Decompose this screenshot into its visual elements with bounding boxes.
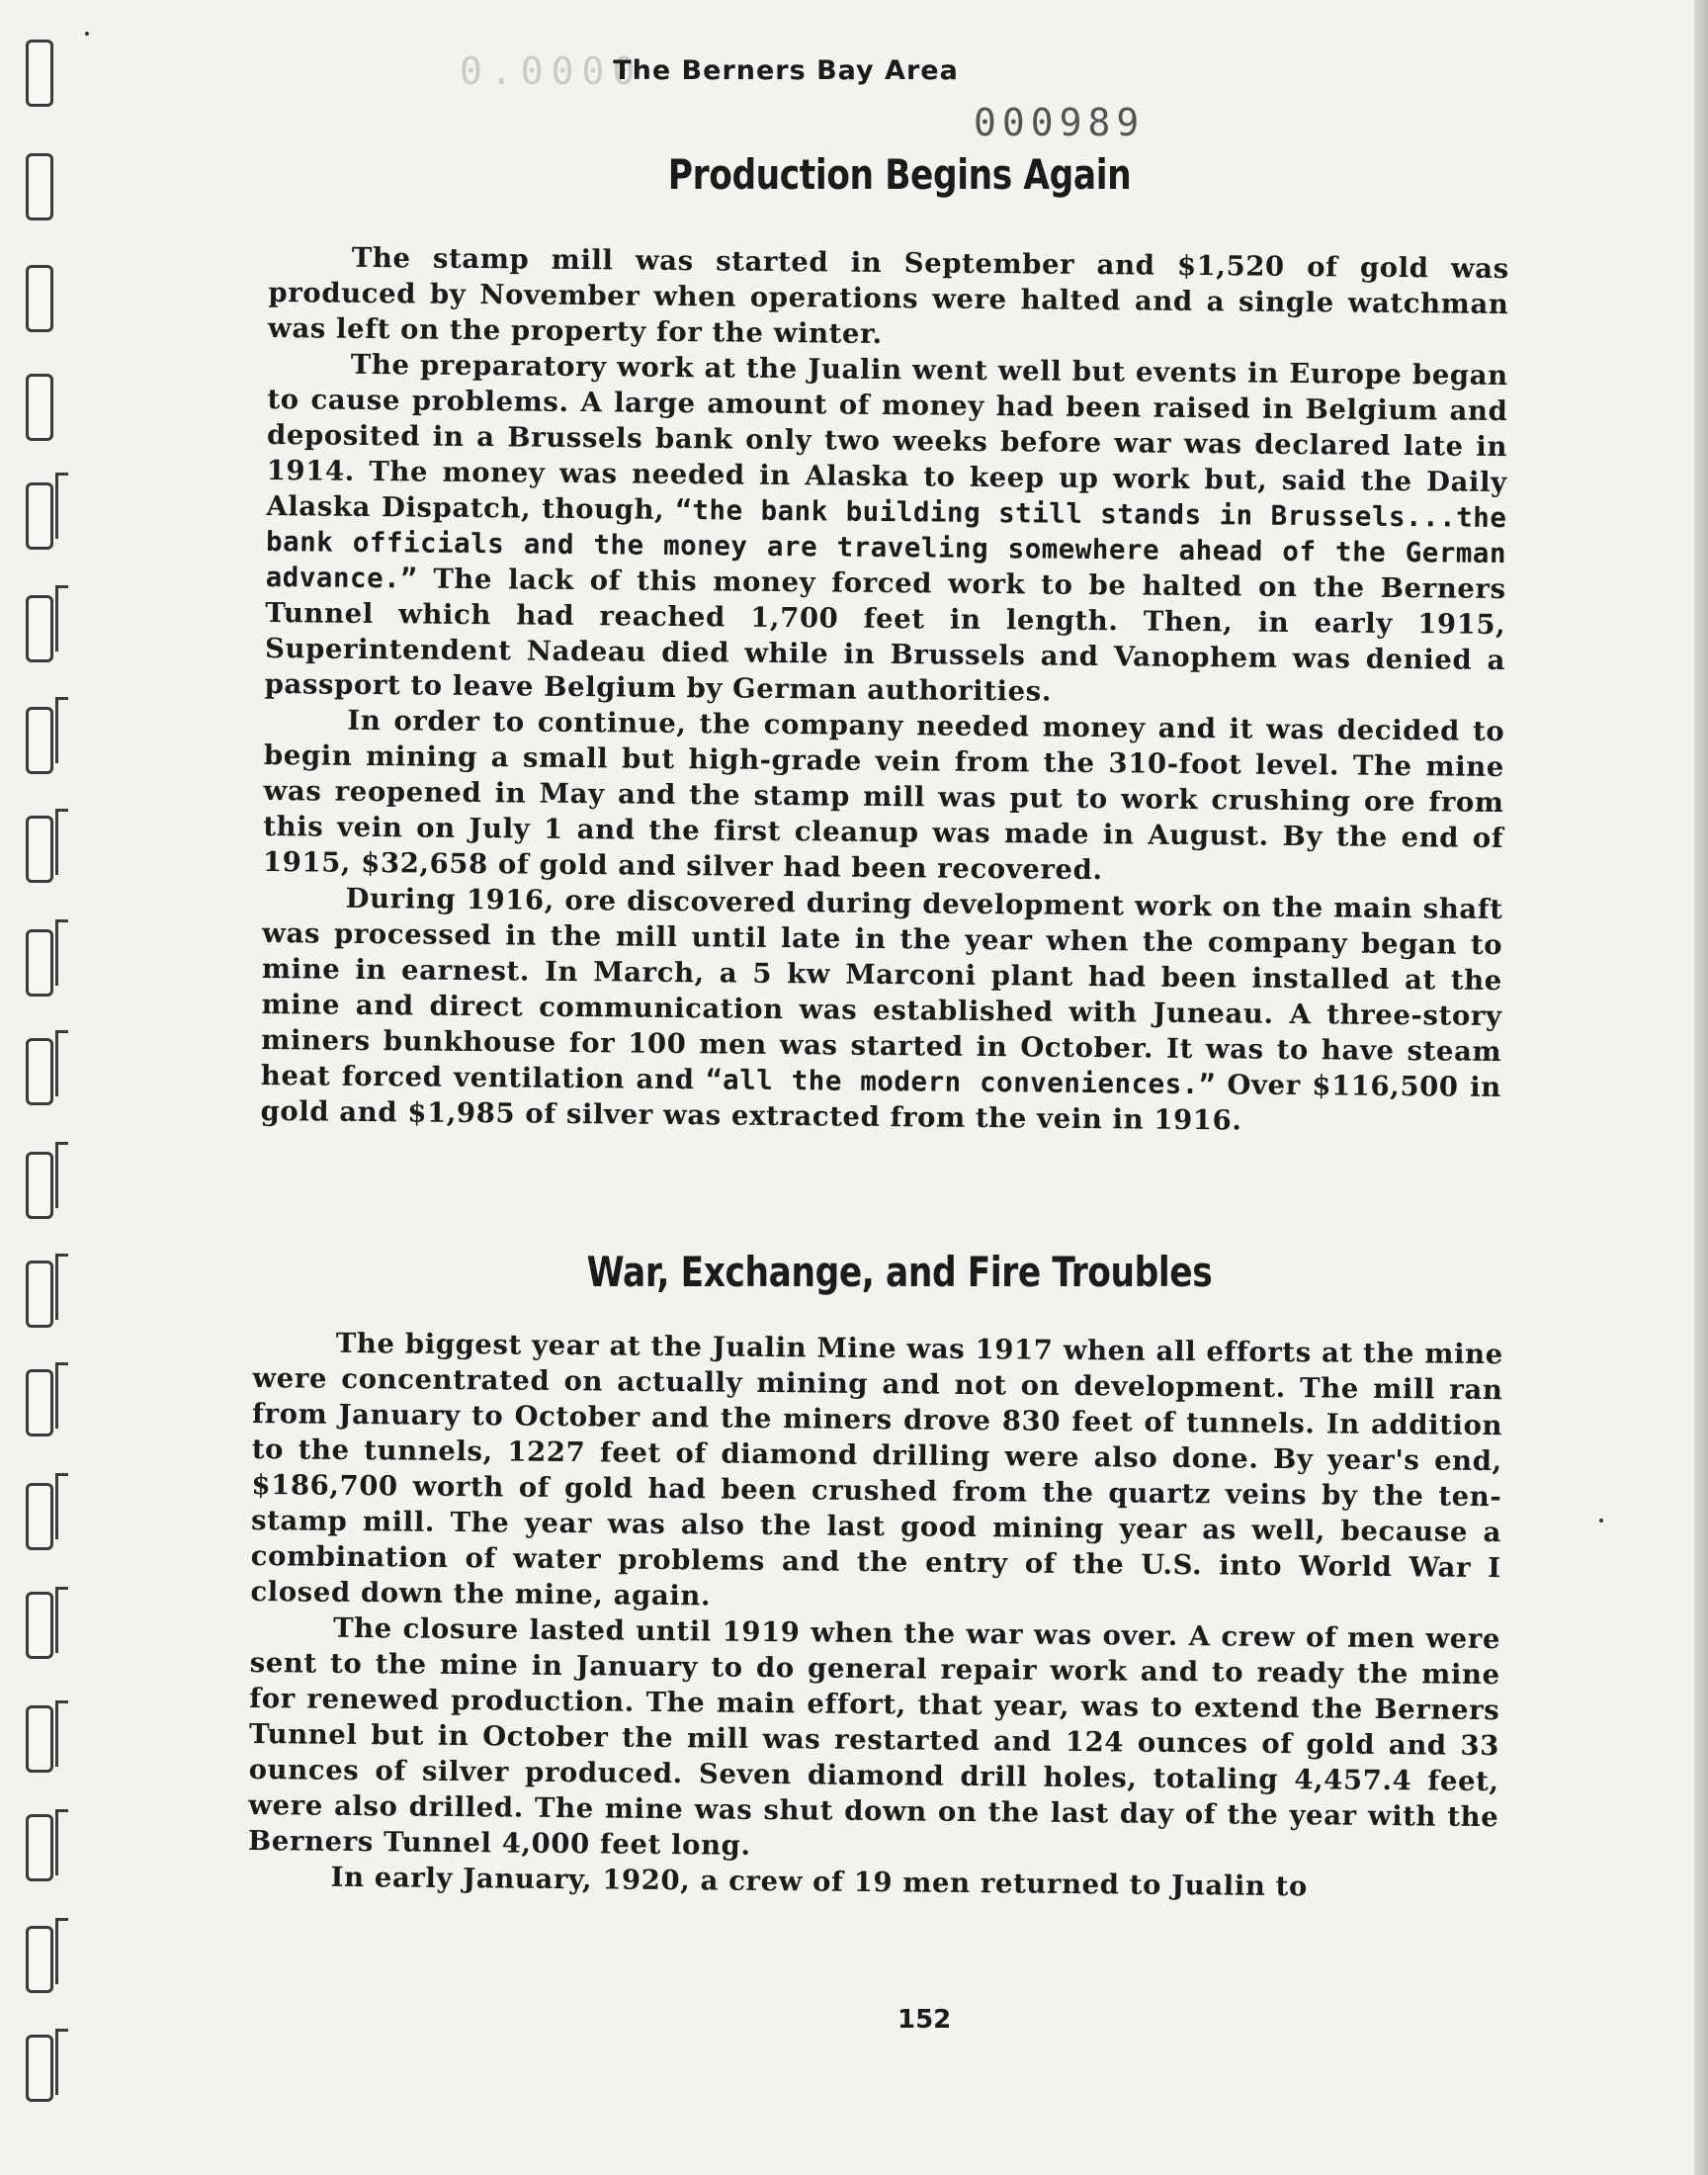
binder-hole — [26, 374, 53, 441]
binder-hole — [26, 2035, 53, 2102]
binder-bracket — [55, 585, 68, 652]
binder-bracket — [55, 1587, 68, 1653]
binder-hole — [26, 1592, 53, 1659]
binder-hole — [26, 265, 53, 332]
binder-hole — [26, 929, 53, 997]
binder-bracket — [55, 1254, 68, 1320]
binder-bracket — [55, 919, 68, 986]
binder-bracket — [55, 1142, 68, 1208]
section-heading-war-troubles: War, Exchange, and Fire Troubles — [586, 1248, 1213, 1296]
binder-bracket — [55, 697, 68, 763]
scan-speck — [1599, 1519, 1603, 1522]
page-number: 152 — [897, 2005, 952, 2035]
paragraph: The biggest year at the Jualin Mine was 1917 when all efforts at the mine were concentrated on actually mining and not on development. The mill ran from January to October and the miners drove 830 feet of tunnels. In addition to the tunnels, 1227 feet of diamond drilling were also done. By year's end, $186,700 worth of gold had been crushed from the quartz veins by the ten-stamp mill. The year was also the last good mining year as well, because a combination of water problems and the entry of the U.S. into World War I closed down the mine, again. — [250, 1327, 1503, 1612]
paragraph: The stamp mill was started in September and $1,520 of gold was produced by November when operations were halted and a single watchman was left on the property for the winter. — [267, 241, 1509, 350]
binder-bracket — [55, 2029, 68, 2095]
paragraph: In early January, 1920, a crew of 19 men returned to Jualin to — [330, 1861, 1309, 1903]
quotation-emphasis: “all the modern conveniences.” — [705, 1064, 1217, 1101]
binder-hole — [26, 1369, 53, 1436]
paragraph: The closure lasted until 1919 when the war was over. A crew of men were sent to the mine in January to do general repair work and to ready the mine for renewed production. The main effort, that year, was to extend the Berners Tunnel but in October the mill was restarted and 124 ounces of gold and 33 ounces of silver produced. Seven diamond drill holes, totaling 4,457.4 feet, were also drilled. The mine was shut down on the last day of the year with the Berners Tunnel 4,000 feet long. — [247, 1611, 1501, 1862]
binder-bracket — [55, 1030, 68, 1096]
paragraph — [265, 346, 1508, 714]
binder-hole — [26, 153, 53, 220]
section-body-war-troubles — [247, 1325, 1502, 1906]
binder-bracket — [55, 1473, 68, 1539]
binder-hole — [26, 1705, 53, 1773]
scan-speck — [85, 32, 89, 36]
quotation-emphasis: “the bank building still stands in Brussels...the bank officials and the money are traveling somewhere ahead of the German advance.” — [265, 493, 1507, 595]
faded-stamp-number: 0.0000 — [460, 49, 643, 93]
binder-bracket — [55, 1362, 68, 1429]
paragraph-text: During 1916, ore discovered during development work on the main shaft was processed in the mill until late in the year when the company began to mine in earnest. In March, a 5 kw Marconi plant had been installed at the mine and direct communication was established with Juneau. A three-story miners bunkhouse for 100 men was started in October. It was to have steam heat forced ventilation and — [260, 882, 1503, 1096]
paragraph-text: The lack of this money forced work to be halted on the Berners Tunnel which had reached 1,700 feet in length. Then, in early 1915, Superintendent Nadeau died while in Brussels and Vanophem was denied a passport to leave Belgium by German authorities. — [264, 563, 1506, 708]
binder-hole — [26, 40, 53, 107]
paragraph-text: Over $116,500 in gold and $1,985 of silver was extracted from the vein in 1916. — [260, 1069, 1501, 1137]
section-body-production — [260, 239, 1509, 1141]
binder-bracket — [55, 473, 68, 539]
binder-hole — [26, 816, 53, 883]
running-head: The Berners Bay Area — [613, 55, 959, 86]
binder-hole — [26, 1483, 53, 1550]
binder-bracket — [55, 1700, 68, 1767]
binder-hole — [26, 707, 53, 774]
binder-holes — [0, 0, 89, 2175]
paragraph: In order to continue, the company needed money and it was decided to begin mining a small but high-grade vein from the 310-foot level. The mine was reopened in May and the stamp mill was put to work crushing ore from this vein on July 1 and the first cleanup was made in August. By the end of 1915, $32,658 of gold and silver had been recovered. — [262, 704, 1505, 887]
binder-hole — [26, 1261, 53, 1328]
binder-hole — [26, 1038, 53, 1105]
binder-hole — [26, 482, 53, 550]
binder-bracket — [55, 1918, 68, 1984]
section-heading-production: Production Begins Again — [667, 150, 1132, 199]
binder-hole — [26, 1152, 53, 1219]
binder-hole — [26, 595, 53, 662]
document-stamp-number: 000989 — [974, 101, 1146, 144]
paragraph-text: The preparatory work at the Jualin went well but events in Europe began to cause problems. A large amount of money had been raised in Belgium and deposited in a Brussels bank only two weeks before war was declared late in 1914. The money was needed in Alaska to keep up work but, said the Daily Alaska Dispatch, though, — [266, 348, 1508, 526]
page-edge — [1694, 0, 1708, 2175]
binder-hole — [26, 1926, 53, 1993]
binder-hole — [26, 1814, 53, 1881]
binder-bracket — [55, 809, 68, 875]
binder-bracket — [55, 1809, 68, 1875]
paragraph — [260, 880, 1502, 1141]
